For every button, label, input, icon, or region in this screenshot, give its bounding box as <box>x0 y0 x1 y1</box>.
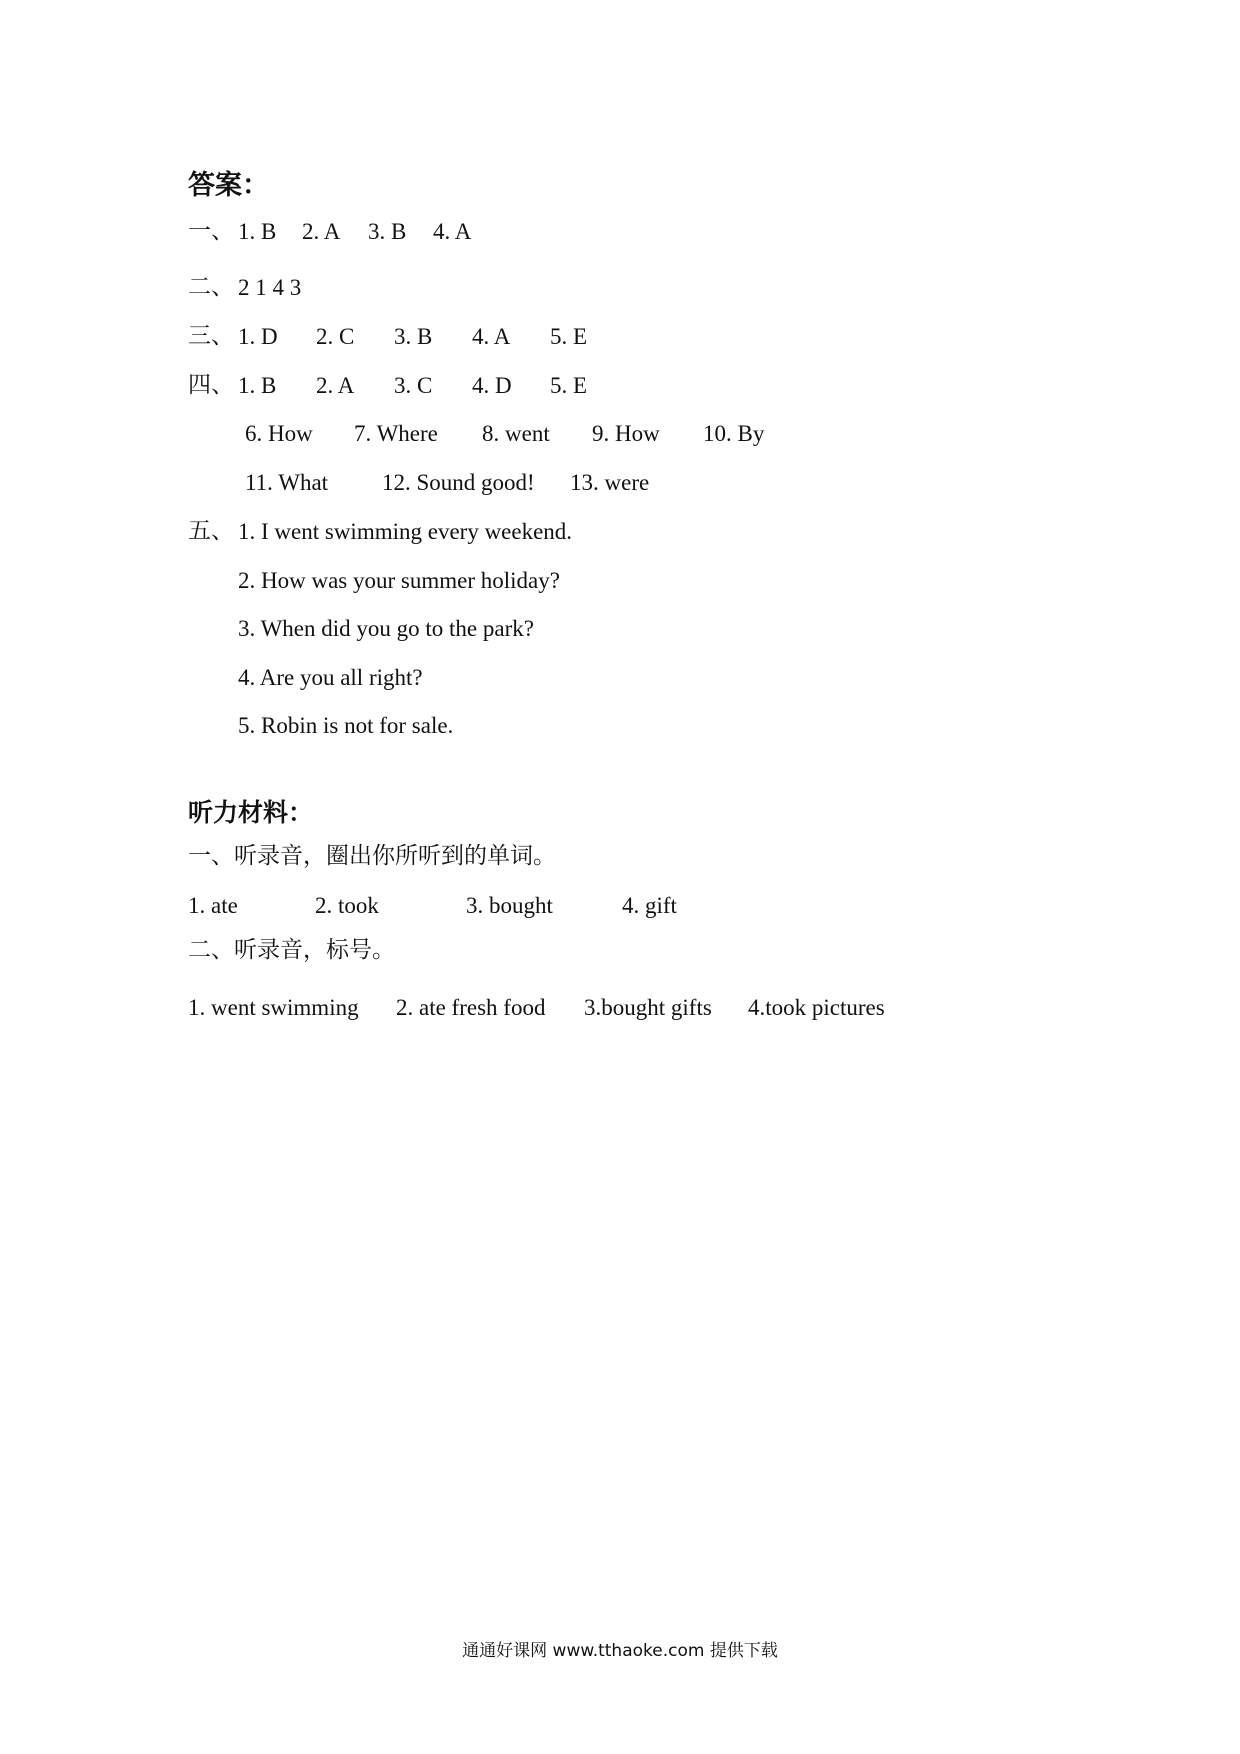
listening-part2-title: 二、听录音，标号。 <box>188 937 395 963</box>
q4-answer: 2. A <box>316 373 355 398</box>
listening-part1-title: 一、听录音，圈出你所听到的单词。 <box>188 843 556 869</box>
q4-answer: 3. C <box>394 373 433 398</box>
q4-answer: 11. What <box>245 470 329 495</box>
listening-word: 4. gift <box>622 893 677 918</box>
q4-answer: 8. went <box>482 421 550 446</box>
q4-answer: 10. By <box>703 421 765 446</box>
listening-phrase: 2. ate fresh food <box>396 995 546 1020</box>
q5-sentence: 5. Robin is not for sale. <box>238 713 454 738</box>
answers-heading: 答案： <box>188 170 269 201</box>
q3-answer: 1. D <box>238 324 278 349</box>
q1-prefix: 一、 <box>188 218 234 244</box>
q4-answer: 5. E <box>550 373 588 398</box>
q5-sentence: 4. Are you all right? <box>238 665 423 690</box>
listening-phrase: 3.bought gifts <box>584 995 712 1020</box>
q4-answer: 6. How <box>245 421 313 446</box>
listening-heading: 听力材料： <box>188 798 314 827</box>
listening-phrase: 4.took pictures <box>748 995 885 1020</box>
q3-answer: 4. A <box>472 324 511 349</box>
q3-answer: 2. C <box>316 324 355 349</box>
q1-answer: 4. A <box>433 219 472 244</box>
q1-answer: 3. B <box>368 219 407 244</box>
q4-prefix: 四、 <box>188 372 234 398</box>
q4-answer: 9. How <box>592 421 660 446</box>
q1-answer: 1. B <box>238 219 277 244</box>
listening-word: 3. bought <box>466 893 553 918</box>
q3-prefix: 三、 <box>188 323 234 349</box>
listening-phrase: 1. went swimming <box>188 995 359 1020</box>
q4-answer: 13. were <box>570 470 650 495</box>
listening-word: 1. ate <box>188 893 238 918</box>
page-footer: 通通好课网 www.tthaoke.com 提供下载 <box>462 1641 778 1661</box>
q5-sentence: 2. How was your summer holiday? <box>238 568 560 593</box>
q3-answer: 5. E <box>550 324 588 349</box>
q5-prefix: 五、 <box>188 518 234 544</box>
q4-answer: 1. B <box>238 373 277 398</box>
q5-sentence: 1. I went swimming every weekend. <box>238 519 573 544</box>
q4-answer: 4. D <box>472 373 512 398</box>
q4-answer: 7. Where <box>354 421 438 446</box>
q2-prefix: 二、 <box>188 274 234 300</box>
q5-sentence: 3. When did you go to the park? <box>238 616 534 641</box>
listening-word: 2. took <box>315 893 379 918</box>
q4-answer: 12. Sound good! <box>382 470 535 495</box>
q2-answer: 2 1 4 3 <box>238 275 302 300</box>
q1-answer: 2. A <box>302 219 341 244</box>
q3-answer: 3. B <box>394 324 433 349</box>
